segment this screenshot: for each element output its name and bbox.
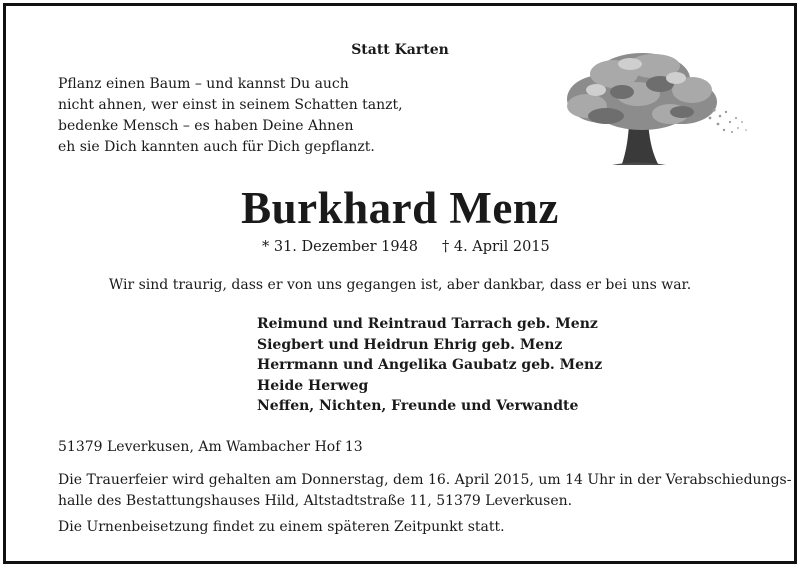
poem-line: Pflanz einen Baum – und kannst Du auch — [58, 76, 349, 92]
poem — [58, 74, 403, 158]
ceremony-info — [58, 470, 791, 512]
address: 51379 Leverkusen, Am Wambacher Hof 13 — [58, 439, 363, 455]
death-date: † 4. April 2015 — [442, 239, 550, 255]
obituary-card — [3, 3, 797, 564]
mourners-list — [257, 314, 602, 417]
tagline: Wir sind traurig, dass er von uns gegangen ist, aber dankbar, dass er bei uns war. — [108, 277, 692, 293]
mourner-line: Siegbert und Heidrun Ehrig geb. Menz — [257, 336, 563, 353]
mourner-line: Herrmann und Angelika Gaubatz geb. Menz — [257, 357, 603, 373]
burial-note: Die Urnenbeisetzung findet zu einem späteren Zeitpunkt statt. — [58, 519, 505, 535]
mourner-line: Heide Herweg — [257, 377, 369, 394]
mourner-line: Reimund und Reintraud Tarrach geb. Menz — [257, 316, 598, 332]
tree-icon — [542, 44, 752, 169]
poem-line: nicht ahnen, wer einst in seinem Schatten tanzt, — [58, 97, 403, 113]
ceremony-line: Die Trauerfeier wird gehalten am Donnerstag, dem 16. April 2015, um 14 Uhr in der Verabschiedungs- — [58, 472, 792, 488]
mourner-line: Neffen, Nichten, Freunde und Verwandte — [257, 398, 579, 414]
poem-line: eh sie Dich kannten auch für Dich gepflanzt. — [58, 139, 375, 155]
ceremony-line: halle des Bestattungshauses Hild, Altstadtstraße 11, 51379 Leverkusen. — [58, 493, 573, 509]
deceased-name: Burkhard Menz — [241, 183, 559, 233]
statt-karten-heading: Statt Karten — [351, 42, 449, 58]
birth-date: * 31. Dezember 1948 — [262, 239, 419, 255]
poem-line: bedenke Mensch – es haben Deine Ahnen — [58, 118, 354, 134]
